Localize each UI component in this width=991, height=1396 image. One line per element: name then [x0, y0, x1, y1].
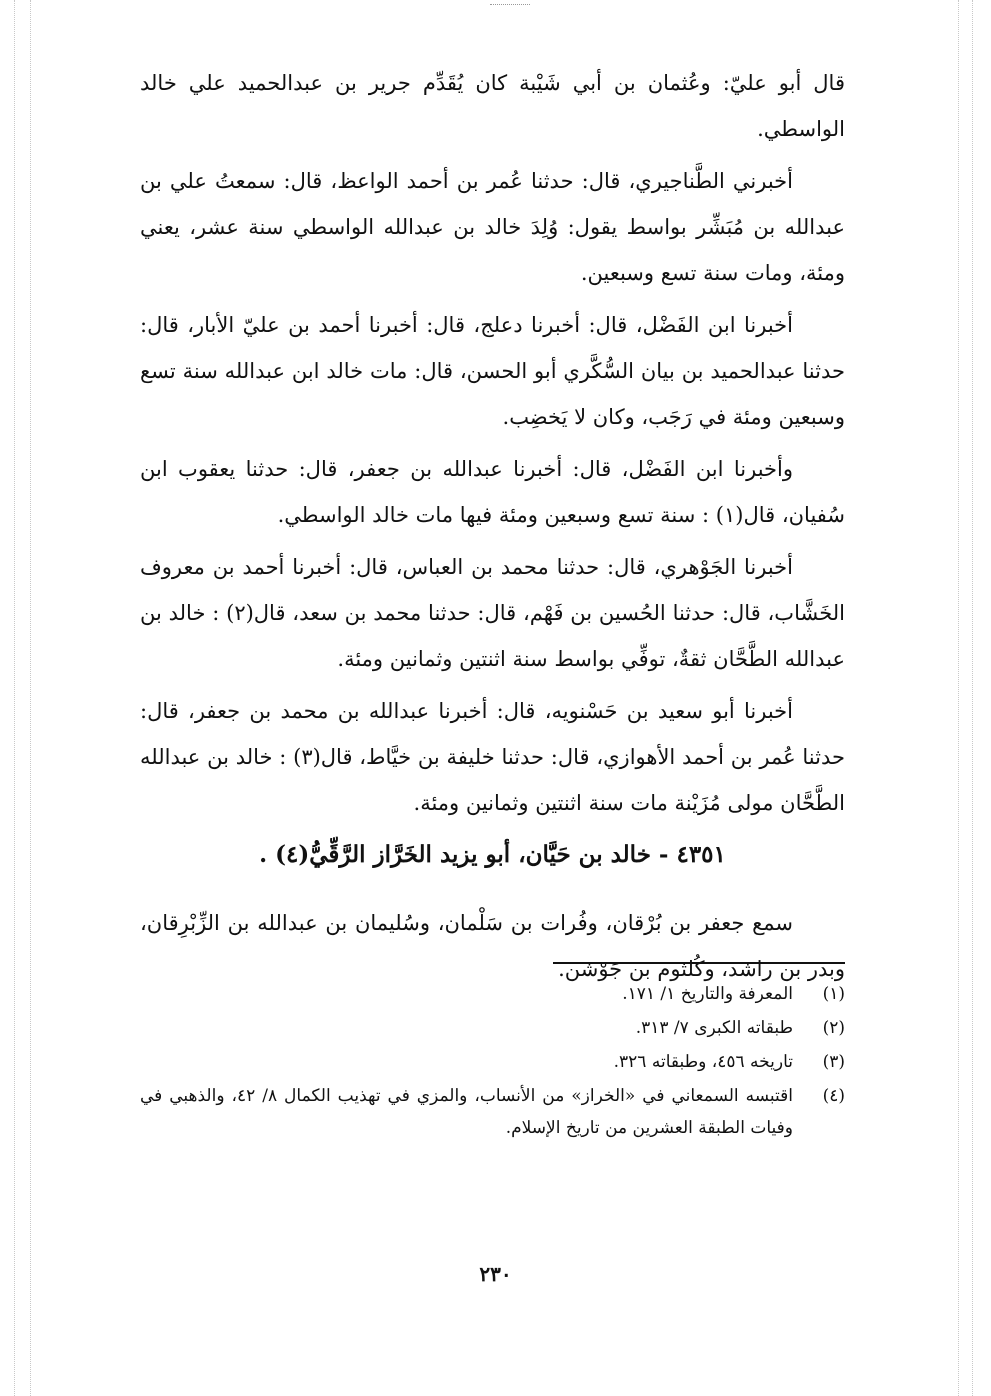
footnote [140, 1080, 845, 1144]
footnote-number: (٤) [822, 1086, 845, 1106]
footnote-number: (٣) [822, 1052, 845, 1072]
scan-dotted-line [972, 0, 973, 1396]
scan-dotted-line [14, 0, 15, 1396]
paragraph: أخبرني الطَّناجيري، قال: حدثنا عُمر بن أحمد الواعظ، قال: سمعتُ علي بن عبدالله بن مُبَشِّر بواسط يقول: وُلِدَ خالد بن عبدالله الواسطي سنة عشر، يعني ومئة، ومات سنة تسع وسبعين. [140, 169, 845, 285]
footnote-number: (١) [822, 984, 845, 1004]
scan-dotted-line [30, 0, 31, 1396]
paragraph: أخبرنا أبو سعيد بن حَسْنويه، قال: أخبرنا عبدالله بن محمد بن جعفر، قال: حدثنا عُمر بن أحمد الأهوازي، قال: حدثنا خليفة بن خيَّاط، قال(٣) : خالد بن عبدالله الطَّحَّان مولى مُزَيْنة مات سنة اثنتين وثمانين ومئة. [140, 699, 845, 815]
footnote [140, 1046, 845, 1078]
footnote-text: تاريخه ٤٥٦، وطبقاته ٣٢٦. [613, 1052, 793, 1072]
footnote-text: طبقاته الكبرى ٧/ ٣١٣. [635, 1018, 793, 1038]
top-margin-mark [490, 4, 530, 5]
main-text [140, 60, 845, 998]
footnote [140, 1012, 845, 1044]
paragraph: قال أبو عليّ: وعُثمان بن أبي شَيْبة كان يُقَدِّم جرير بن عبدالحميد علي خالد الواسطي. [140, 71, 845, 141]
footnote-text: المعرفة والتاريخ ١/ ١٧١. [622, 984, 793, 1004]
footnote [140, 978, 845, 1010]
footnotes [140, 978, 845, 1146]
footnote-text: اقتبسه السمعاني في «الخراز» من الأنساب، والمزي في تهذيب الكمال ٨/ ٤٢، والذهبي في وفيات الطبقة العشرين من تاريخ الإسلام. [140, 1086, 793, 1138]
footnote-number: (٢) [822, 1018, 845, 1038]
paragraph: أخبرنا ابن الفَضْل، قال: أخبرنا دعلج، قال: أخبرنا أحمد بن عليّ الأبار، قال: حدثنا عبدالحميد بن بيان السُّكَّري أبو الحسن، قال: مات خالد ابن عبدالله سنة تسع وسبعين ومئة في رَجَب، وكان لا يَخضِب. [140, 313, 845, 429]
page-number: ٢٣٠ [479, 1262, 512, 1286]
entry-heading: ٤٣٥١ - خالد بن حَيَّان، أبو يزيد الخَرَّاز الرَّقِّيُّ(٤) . [259, 841, 726, 868]
paragraph: أخبرنا الجَوْهري، قال: حدثنا محمد بن العباس، قال: أخبرنا أحمد بن معروف الخَشَّاب، قال: حدثنا الحُسين بن فَهْم، قال: حدثنا محمد بن سعد، قال(٢) : خالد بن عبدالله الطَّحَّان ثقةٌ، توفِّي بواسط سنة اثنتين وثمانين ومئة. [140, 555, 846, 671]
paragraph: وأخبرنا ابن الفَضْل، قال: أخبرنا عبدالله بن جعفر، قال: حدثنا يعقوب ابن سُفيان، قال(١) : سنة تسع وسبعين ومئة فيها مات خالد الواسطي. [140, 457, 845, 527]
paragraph: سمع جعفر بن بُرْقان، وفُرات بن سَلْمان، وسُليمان بن عبدالله بن الزِّبْرِقان، وبدر بن راشد، وكُلثوم بن جَوْشن. [140, 911, 845, 981]
scan-dotted-line [958, 0, 959, 1396]
